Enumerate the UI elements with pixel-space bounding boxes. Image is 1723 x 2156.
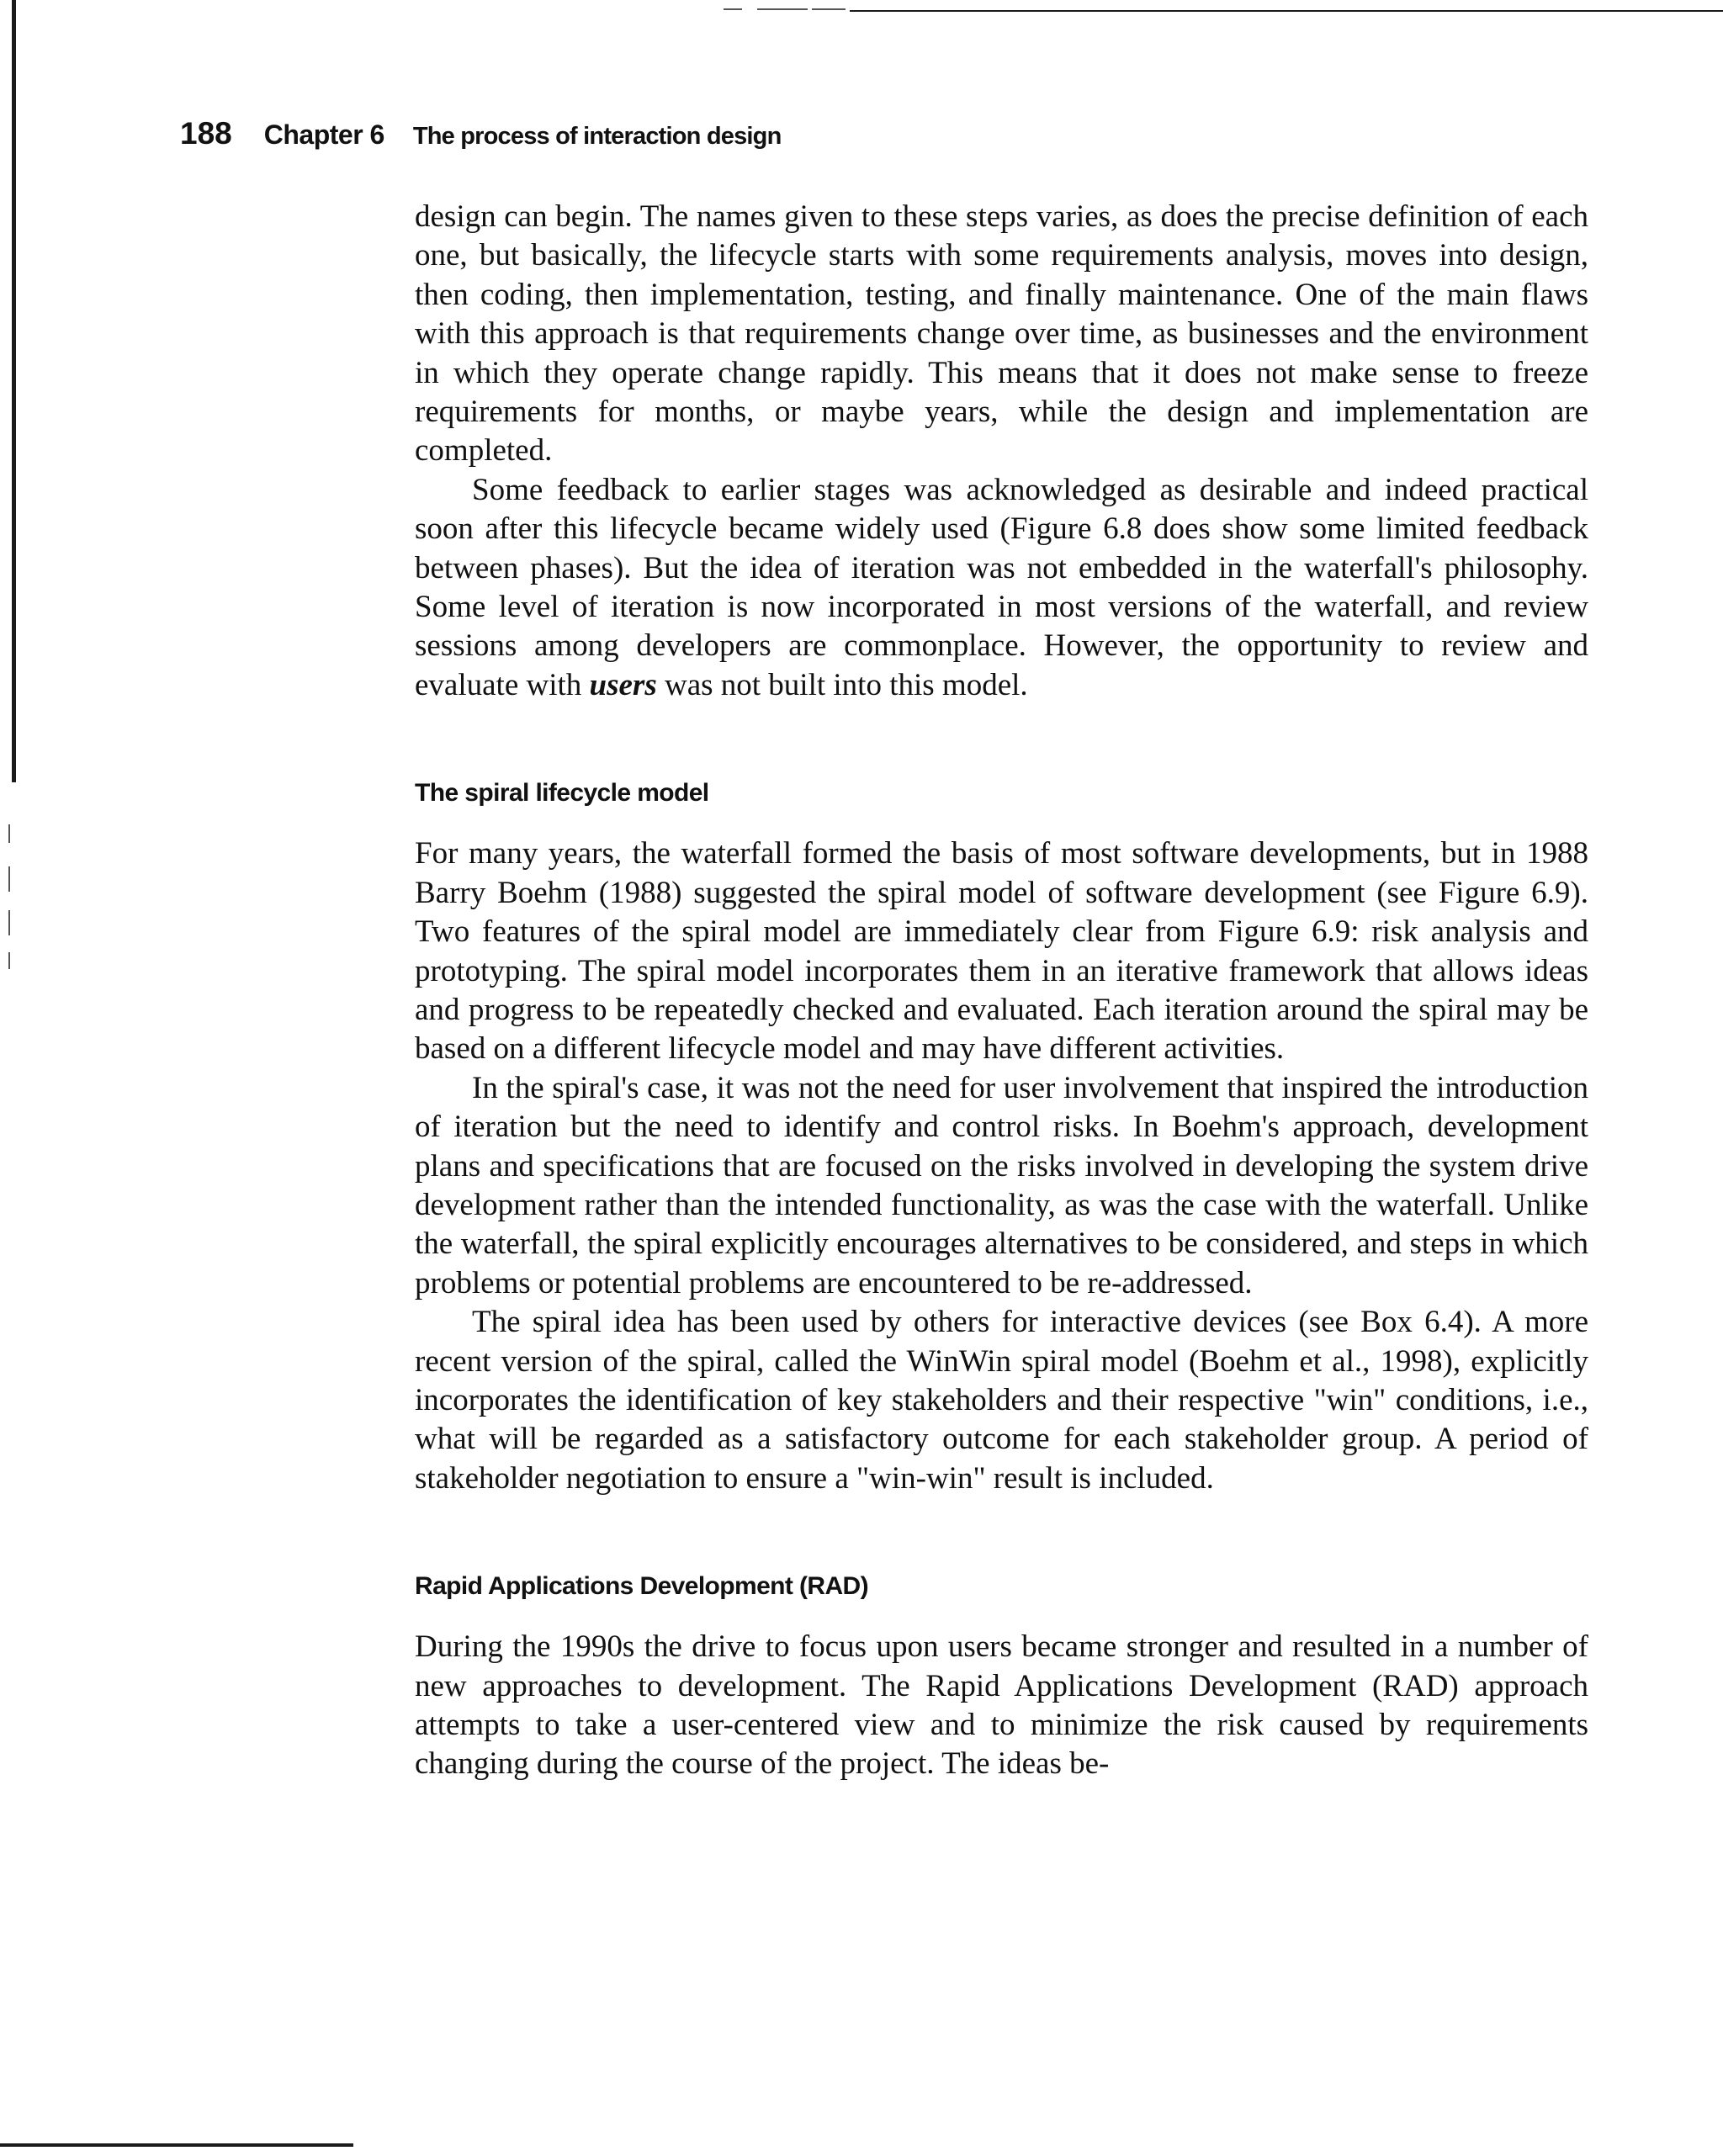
scan-artifact [757, 8, 808, 10]
waterfall-paragraph-2-end: was not built into this model. [656, 667, 1028, 702]
chapter-title: The process of interaction design [412, 123, 782, 150]
waterfall-paragraph-1: design can begin. The names given to these steps varies, as does the precise definition of each one, but basically, the lifecycle starts with some requirements analysis, moves into design, then coding, then implementation, testing, and finally maintenance. One of the main flaws with this approach is that requirements change over time, as businesses and the environment in which they operate change rapidly. This means that it does not make sense to freeze requirements for months, or maybe years, while the design and implementation are completed. [415, 199, 1588, 469]
scan-artifact [8, 866, 10, 892]
spiral-paragraph-1: For many years, the waterfall formed the basis of most software developments, but in 1988 Barry Boehm (1988) suggested the spiral model of software development (see Figure 6.9). Two features of the spiral model are immediately clear from Figure 6.9: risk analysis and prototyping. The spiral model incorporates them in an iterative framework that allows ideas and progress to be repeatedly checked and evaluated. Each iteration around the spiral may be based on a different lifecycle model and may have different activities. [415, 836, 1588, 1067]
waterfall-paragraph-2 [415, 471, 1588, 705]
scan-artifact [8, 952, 10, 969]
scan-artifact [724, 8, 742, 10]
rad-paragraph-1: During the 1990s the drive to focus upon users became stronger and resulted in a number of new approaches to development. The Rapid Applications Development (RAD) approach attempts to take a user-centered view and to minimize the risk caused by requirements changing during the course of the project. The ideas be- [415, 1629, 1588, 1782]
scan-artifact [8, 824, 10, 843]
spiral-paragraph-2: In the spiral's case, it was not the need for user involvement that inspired the introduction of iteration but the need to identify and control risks. In Boehm's approach, development plans and specifications that are focused on the risks involved in developing the system drive development rather than the intended functionality, as was the case with the waterfall. Unlike the waterfall, the spiral explicitly encourages alternatives to be considered, and steps in which problems or potential problems are encountered to be re-addressed. [415, 1070, 1588, 1300]
scan-artifact [812, 8, 846, 10]
section-heading-spiral: The spiral lifecycle model [415, 779, 709, 808]
emphasis-users: users [589, 667, 657, 702]
page-body [415, 198, 1588, 1784]
scan-edge-left [12, 0, 16, 782]
running-header [180, 116, 782, 151]
scan-edge-bottom [0, 2143, 353, 2147]
section-heading-rad: Rapid Applications Development (RAD) [415, 1572, 868, 1601]
waterfall-paragraph-2-text: Some feedback to earlier stages was acknowledged as desirable and indeed practical soon after this lifecycle became widely used (Figure 6.8 does show some limited feedback between phases). But the idea of iteration was not embedded in the waterfall's philosophy. Some level of iteration is now incorporated in most versions of the waterfall, and review sessions among developers are commonplace. However, the opportunity to review and evaluate with [415, 472, 1588, 702]
chapter-label: Chapter 6 [263, 119, 384, 150]
spiral-paragraph-3: The spiral idea has been used by others for interactive devices (see Box 6.4). A more recent version of the spiral, called the WinWin spiral model (Boehm et al., 1998), explicitly incorporates the identification of key stakeholders and their respective "win" conditions, i.e., what will be regarded as a satisfactory outcome for each stakeholder group. A period of stakeholder negotiation to ensure a "win-win" result is included. [415, 1305, 1588, 1496]
page-number: 188 [180, 116, 232, 151]
scan-artifact [8, 910, 10, 935]
scan-edge-top [850, 10, 1723, 12]
